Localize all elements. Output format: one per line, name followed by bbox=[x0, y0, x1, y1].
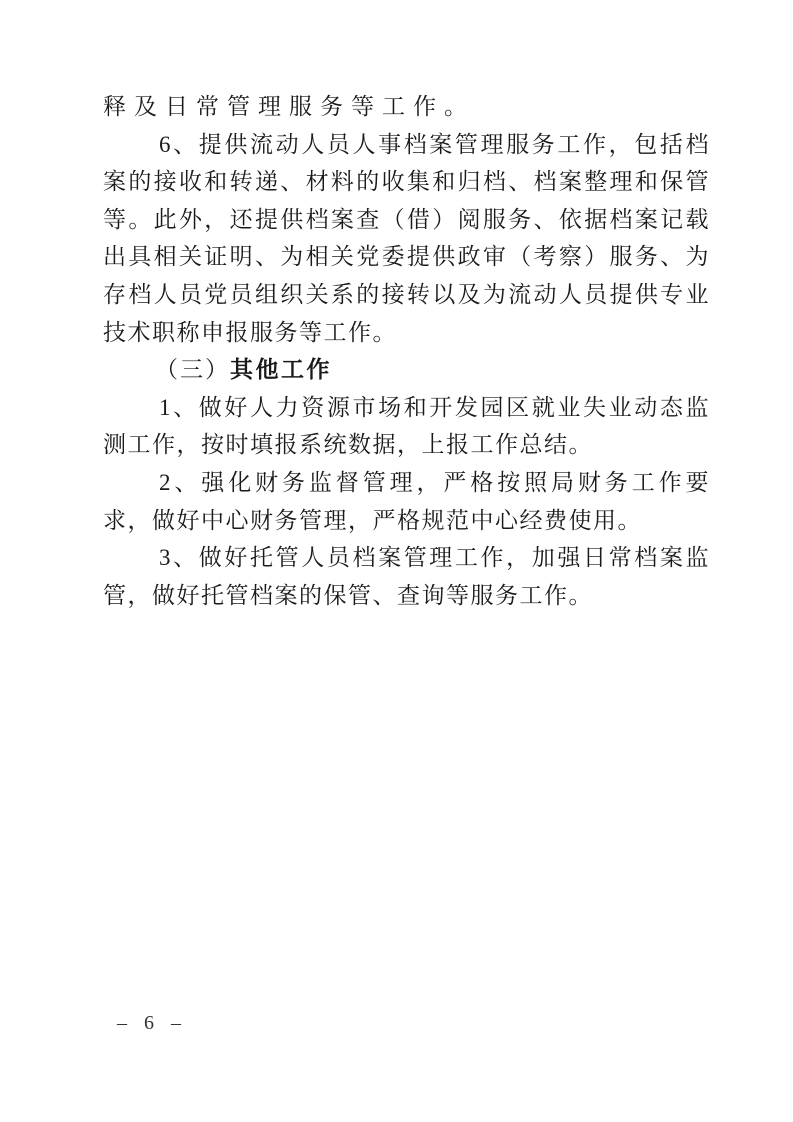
section-heading-title: 其他工作 bbox=[230, 356, 332, 383]
paragraph-item-3: 3、做好托管人员档案管理工作，加强日常档案监管，做好托管档案的保管、查询等服务工作。 bbox=[103, 545, 710, 608]
page-footer bbox=[117, 1012, 187, 1035]
document-body bbox=[103, 88, 710, 614]
paragraph-continuation: 释及日常管理服务等工作。 bbox=[103, 94, 475, 119]
page-number: – 6 – bbox=[117, 1012, 187, 1034]
paragraph-item-2: 2、强化财务监督管理，严格按照局财务工作要求，做好中心财务管理，严格规范中心经费使用。 bbox=[103, 469, 710, 533]
paragraph-item-1: 1、做好人力资源市场和开发园区就业失业动态监测工作，按时填报系统数据，上报工作总结。 bbox=[103, 394, 710, 458]
section-heading-number: （三） bbox=[155, 357, 230, 383]
section-heading-other-work bbox=[103, 351, 710, 389]
paragraph-item-6: 6、提供流动人员人事档案管理服务工作，包括档案的接收和转递、材料的收集和归档、档案整理和保管等。此外，还提供档案查（借）阅服务、依据档案记载出具相关证明、为相关党委提供政审（考察）服务、为存档人员党员组织关系的接转以及为流动人员提供专业技术职称申报服务等工作。 bbox=[103, 131, 710, 345]
